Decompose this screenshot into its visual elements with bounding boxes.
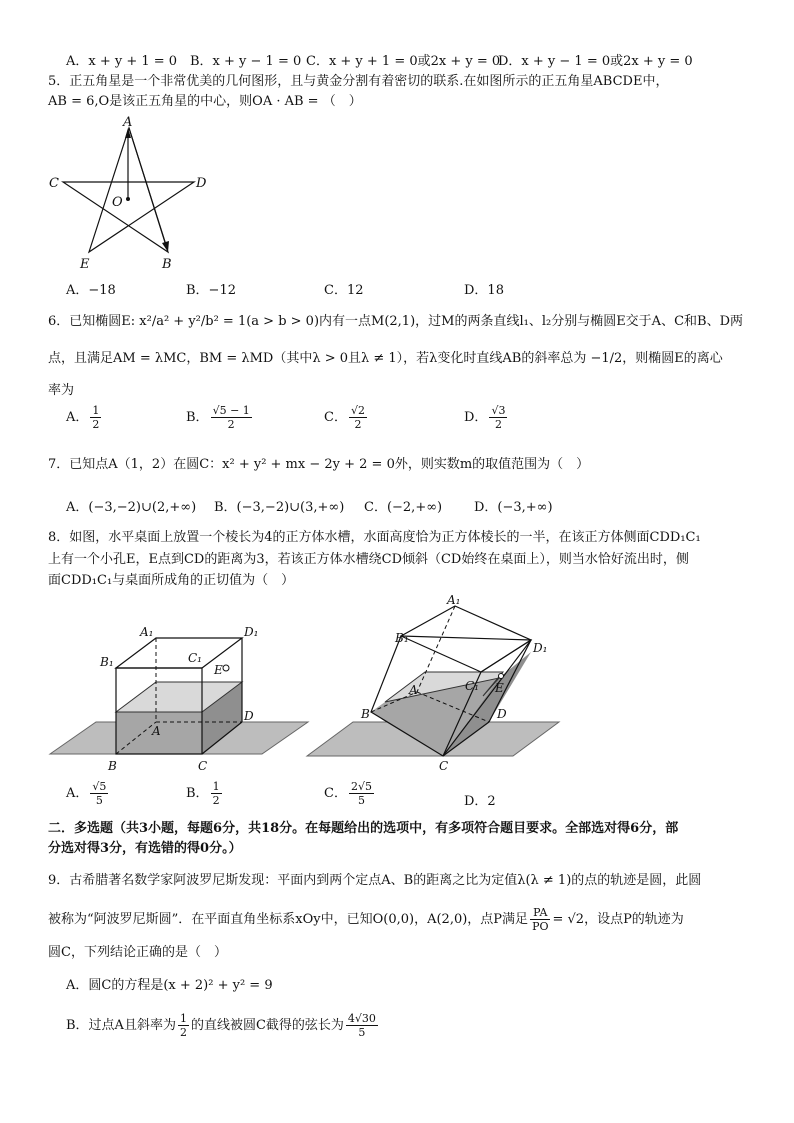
q6-option-c[interactable]: C． $\frac{√2}{2}$	[324, 404, 365, 431]
q8-option-b-fraction: $\frac{1}{2}$	[212, 780, 220, 807]
q8-stem-line2: 上有一个小孔E，E点到CD的距离为3，若该正方体水槽绕CD倾斜（CD始终在桌面上），则当水恰好流出时，侧	[48, 552, 689, 567]
label-e: E	[214, 663, 223, 677]
label-d: D	[244, 709, 254, 723]
q9-stem-line2: 被称为“阿波罗尼斯圆”．在平面直角坐标系xOy中，已知O(0,0)，A(2,0)，点P满足 $\frac{PA}{PO}$ = √2，设点P的轨迹为	[48, 906, 684, 933]
q9-option-b-chord-fraction: $\frac{4√30}{5}$	[347, 1012, 376, 1039]
q6-option-c-fraction: $\frac{√2}{2}$	[350, 404, 365, 431]
section2-heading-line2: 分选对得3分，有选错的得0分。）	[48, 841, 242, 856]
q8-option-c[interactable]: C． $\frac{2√5}{5}$	[324, 780, 372, 807]
q8-options	[66, 780, 766, 816]
q8-stem-line1: 8．如图，水平桌面上放置一个棱长为4的正方体水槽，水面高度恰为正方体棱长的一半，在该正方体侧面CDD₁C₁	[48, 530, 701, 545]
q8-stem-line3: 面CDD₁C₁与桌面所成角的正切值为（ ）	[48, 573, 295, 588]
q5-stem-line2: AB = 6,O是该正五角星的中心，则OA · AB = （ ）	[48, 94, 362, 109]
label-d1: D₁	[244, 625, 259, 639]
q5-option-d[interactable]: D．18	[464, 283, 504, 298]
label-b: B	[361, 707, 370, 721]
q5-option-b[interactable]: B．−12	[186, 283, 236, 298]
label-a1: A₁	[140, 625, 154, 639]
label-e: E	[495, 681, 504, 695]
q5-option-a[interactable]: A．−18	[66, 283, 116, 298]
hole-e	[499, 674, 504, 679]
q9-option-b-slope-fraction: $\frac{1}{2}$	[179, 1012, 187, 1039]
label-c: C	[439, 759, 449, 772]
q6-option-b-fraction: $\frac{√5 - 1}{2}$	[212, 404, 250, 431]
q4-option-b[interactable]: B．x + y − 1 = 0	[190, 54, 302, 69]
q4-option-c[interactable]: C．x + y + 1 = 0或2x + y = 0	[306, 54, 501, 69]
q4-option-d[interactable]: D．x + y − 1 = 0或2x + y = 0	[498, 54, 693, 69]
label-a: A	[123, 115, 133, 130]
q9-stem-line1: 9．古希腊著名数学家阿波罗尼斯发现：平面内到两个定点A、B的距离之比为定值λ(λ ≠ 1)的点的轨迹是圆，此圆	[48, 873, 702, 888]
label-c1: C₁	[465, 679, 479, 693]
label-a1: A₁	[447, 593, 461, 607]
q8-option-a[interactable]: A． $\frac{√5}{5}$	[66, 780, 107, 807]
label-d1: D₁	[533, 641, 548, 655]
center-point-o	[126, 197, 130, 201]
label-a: A	[152, 724, 161, 738]
q8-option-b[interactable]: B． $\frac{1}{2}$	[186, 780, 220, 807]
q8-option-d[interactable]: D．2	[464, 794, 496, 809]
q6-option-d-fraction: $\frac{√3}{2}$	[491, 404, 506, 431]
q9-option-b[interactable]: B．过点A且斜率为 $\frac{1}{2}$ 的直线被圆C截得的弦长为 $\frac{4√30}{5}$	[66, 1012, 376, 1039]
q6-option-b[interactable]: B． $\frac{√5 - 1}{2}$	[186, 404, 250, 431]
label-a: A	[409, 683, 418, 697]
q6-option-a[interactable]: A． $\frac{1}{2}$	[66, 404, 100, 431]
q7-option-a[interactable]: A．(−3,−2)∪(2,+∞)	[66, 500, 197, 515]
label-b1: B₁	[395, 631, 409, 645]
edge-c1d1	[481, 640, 531, 672]
q8-option-a-fraction: $\frac{√5}{5}$	[92, 780, 107, 807]
cube-tilted-figure	[305, 592, 565, 772]
label-d: D	[196, 176, 207, 191]
section2-heading-line1: 二．多选题（共3小题，每题6分，共18分。在每题给出的选项中，有多项符合题目要求。全部选对得6分，部	[48, 821, 679, 836]
label-e: E	[80, 257, 90, 272]
q7-options	[66, 496, 766, 532]
q5-options	[66, 279, 766, 315]
hole-e	[223, 665, 229, 671]
cube-upright-figure	[46, 622, 310, 774]
label-c: C	[198, 759, 208, 773]
q7-stem-line1: 7．已知点A（1，2）在圆C：x² + y² + mx − 2y + 2 = 0外，则实数m的取值范围为（ ）	[48, 457, 590, 472]
label-o: O	[112, 195, 123, 210]
label-b: B	[108, 759, 117, 773]
q7-option-c[interactable]: C．(−2,+∞)	[364, 500, 443, 515]
q7-option-d[interactable]: D．(−3,+∞)	[474, 500, 553, 515]
label-d: D	[497, 707, 507, 721]
q6-option-d[interactable]: D． $\frac{√3}{2}$	[464, 404, 506, 431]
q6-stem-line3: 率为	[48, 383, 75, 398]
q9-option-a[interactable]: A．圆C的方程是(x + 2)² + y² = 9	[66, 978, 273, 993]
q6-stem-line2: 点，且满足AM = λMC，BM = λMD（其中λ > 0且λ ≠ 1），若λ变化时直线AB的斜率总为 −1/2，则椭圆E的离心	[48, 351, 723, 366]
pentagram-figure	[46, 114, 226, 274]
q6-stem-line1: 6．已知椭圆E: x²/a² + y²/b² = 1(a > b > 0)内有一点M(2,1)，过M的两条直线l₁、l₂分别与椭圆E交于A、C和B、D两	[48, 314, 743, 329]
q8-option-c-fraction: $\frac{2√5}{5}$	[350, 780, 372, 807]
q6-options	[66, 404, 766, 440]
q7-option-b[interactable]: B．(−3,−2)∪(3,+∞)	[214, 500, 345, 515]
cube-top-face	[116, 638, 242, 668]
q5-option-c[interactable]: C．12	[324, 283, 364, 298]
q9-stem-line3: 圆C，下列结论正确的是（ ）	[48, 945, 227, 960]
q4-option-a[interactable]: A．x + y + 1 = 0	[66, 54, 178, 69]
label-b: B	[162, 257, 172, 272]
q5-stem-line1: 5．正五角星是一个非常优美的几何图形，且与黄金分割有着密切的联系.在如图所示的正五角星ABCDE中，	[48, 74, 669, 89]
q9-ratio-fraction: $\frac{PA}{PO}$	[532, 906, 549, 933]
label-c1: C₁	[188, 651, 202, 665]
label-c: C	[49, 176, 59, 191]
q6-option-a-fraction: $\frac{1}{2}$	[92, 404, 100, 431]
label-b1: B₁	[100, 655, 114, 669]
